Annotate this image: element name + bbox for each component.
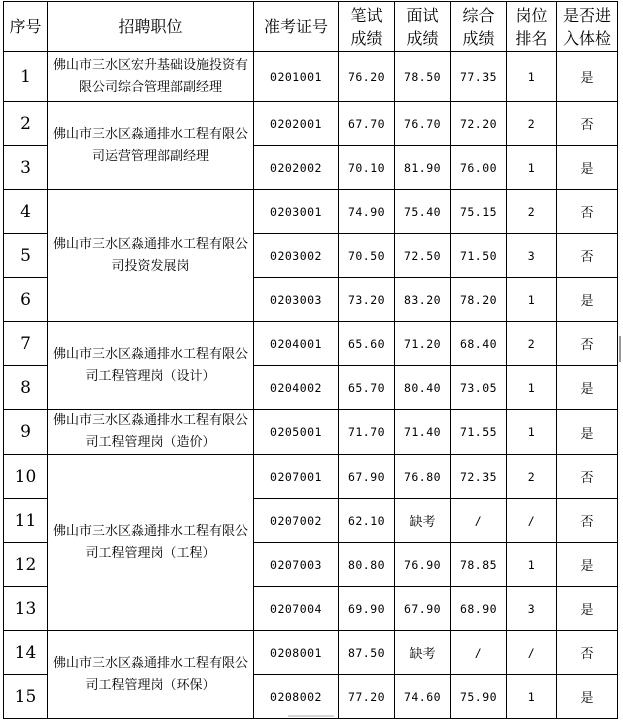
seq-cell: 3 xyxy=(4,146,48,190)
physical-exam-cell: 是 xyxy=(557,675,618,719)
exam-no-cell: 0208002 xyxy=(254,675,339,719)
seq-cell: 4 xyxy=(4,190,48,234)
rank-cell: 1 xyxy=(507,410,557,455)
header-seq: 序号 xyxy=(4,2,48,52)
interview-score-cell: 78.50 xyxy=(395,52,451,102)
seq-cell: 9 xyxy=(4,410,48,455)
physical-exam-cell: 是 xyxy=(557,146,618,190)
position-label: 佛山市三水区淼通排水工程有限公司工程管理岗（造价） xyxy=(52,413,248,450)
total-score-cell: 76.00 xyxy=(451,146,507,190)
physical-exam-cell: 否 xyxy=(557,190,618,234)
interview-score-cell: 80.40 xyxy=(395,366,451,410)
interview-score-cell: 67.90 xyxy=(395,587,451,631)
scroll-indicator xyxy=(288,715,334,717)
interview-score-cell: 71.40 xyxy=(395,410,451,455)
table-row xyxy=(4,52,618,102)
written-score-cell: 80.80 xyxy=(339,543,395,587)
seq-cell: 2 xyxy=(4,102,48,146)
position-cell xyxy=(48,102,254,190)
table-row xyxy=(4,631,618,675)
seq-cell: 7 xyxy=(4,322,48,366)
written-score-cell: 69.90 xyxy=(339,587,395,631)
total-score-cell: 71.55 xyxy=(451,410,507,455)
rank-cell: / xyxy=(507,499,557,543)
edge-indicator xyxy=(619,336,621,362)
seq-cell: 10 xyxy=(4,455,48,499)
physical-exam-cell: 是 xyxy=(557,52,618,102)
rank-cell: 1 xyxy=(507,543,557,587)
header-physical: 是否进 入体检 xyxy=(557,2,618,52)
physical-exam-cell: 否 xyxy=(557,631,618,675)
position-label: 佛山市三水区宏升基础设施投资有限公司综合管理部副经理 xyxy=(52,57,248,95)
seq-cell: 12 xyxy=(4,543,48,587)
interview-score-cell: 71.20 xyxy=(395,322,451,366)
table-row xyxy=(4,190,618,234)
header-exam-no: 准考证号 xyxy=(254,2,339,52)
physical-exam-cell: 否 xyxy=(557,499,618,543)
rank-cell: 1 xyxy=(507,278,557,322)
physical-exam-cell: 否 xyxy=(557,322,618,366)
written-score-cell: 73.20 xyxy=(339,278,395,322)
exam-no-cell: 0207004 xyxy=(254,587,339,631)
exam-no-cell: 0207003 xyxy=(254,543,339,587)
written-score-cell: 67.70 xyxy=(339,102,395,146)
exam-no-cell: 0204001 xyxy=(254,322,339,366)
rank-cell: / xyxy=(507,631,557,675)
rank-cell: 2 xyxy=(507,455,557,499)
total-score-cell: 72.20 xyxy=(451,102,507,146)
total-score-cell: / xyxy=(451,499,507,543)
physical-exam-cell: 是 xyxy=(557,587,618,631)
table-row xyxy=(4,102,618,146)
rank-cell: 1 xyxy=(507,675,557,719)
total-score-cell: 71.50 xyxy=(451,234,507,278)
seq-cell: 14 xyxy=(4,631,48,675)
exam-no-cell: 0202002 xyxy=(254,146,339,190)
total-score-cell: 75.90 xyxy=(451,675,507,719)
seq-cell: 11 xyxy=(4,499,48,543)
rank-cell: 1 xyxy=(507,146,557,190)
physical-exam-cell: 是 xyxy=(557,543,618,587)
exam-no-cell: 0201001 xyxy=(254,52,339,102)
interview-score-cell: 76.80 xyxy=(395,455,451,499)
physical-exam-cell: 是 xyxy=(557,410,618,455)
written-score-cell: 65.60 xyxy=(339,322,395,366)
total-score-cell: 73.05 xyxy=(451,366,507,410)
written-score-cell: 87.50 xyxy=(339,631,395,675)
seq-cell: 15 xyxy=(4,675,48,719)
header-position: 招聘职位 xyxy=(48,2,254,52)
interview-score-cell: 76.90 xyxy=(395,543,451,587)
position-label: 佛山市三水区淼通排水工程有限公司工程管理岗（环保） xyxy=(52,655,248,693)
physical-exam-cell: 否 xyxy=(557,455,618,499)
written-score-cell: 62.10 xyxy=(339,499,395,543)
physical-exam-cell: 是 xyxy=(557,278,618,322)
exam-no-cell: 0204002 xyxy=(254,366,339,410)
position-cell xyxy=(48,190,254,322)
table-row xyxy=(4,410,618,455)
total-score-cell: 68.40 xyxy=(451,322,507,366)
total-score-cell: 78.85 xyxy=(451,543,507,587)
written-score-cell: 67.90 xyxy=(339,455,395,499)
total-score-cell: 68.90 xyxy=(451,587,507,631)
header-written: 笔试 成绩 xyxy=(339,2,395,52)
interview-score-cell: 74.60 xyxy=(395,675,451,719)
exam-no-cell: 0203003 xyxy=(254,278,339,322)
written-score-cell: 76.20 xyxy=(339,52,395,102)
header-interview: 面试 成绩 xyxy=(395,2,451,52)
exam-no-cell: 0205001 xyxy=(254,410,339,455)
seq-cell: 5 xyxy=(4,234,48,278)
position-cell xyxy=(48,455,254,631)
exam-no-cell: 0207002 xyxy=(254,499,339,543)
rank-cell: 1 xyxy=(507,52,557,102)
position-label: 佛山市三水区淼通排水工程有限公司运营管理部副经理 xyxy=(52,126,248,164)
total-score-cell: 72.35 xyxy=(451,455,507,499)
seq-cell: 13 xyxy=(4,587,48,631)
physical-exam-cell: 是 xyxy=(557,366,618,410)
interview-score-cell: 缺考 xyxy=(395,499,451,543)
interview-score-cell: 83.20 xyxy=(395,278,451,322)
physical-exam-cell: 否 xyxy=(557,234,618,278)
total-score-cell: / xyxy=(451,631,507,675)
written-score-cell: 65.70 xyxy=(339,366,395,410)
seq-cell: 6 xyxy=(4,278,48,322)
position-cell xyxy=(48,52,254,102)
rank-cell: 3 xyxy=(507,234,557,278)
written-score-cell: 71.70 xyxy=(339,410,395,455)
table-row xyxy=(4,455,618,499)
rank-cell: 2 xyxy=(507,322,557,366)
total-score-cell: 78.20 xyxy=(451,278,507,322)
written-score-cell: 70.10 xyxy=(339,146,395,190)
rank-cell: 2 xyxy=(507,102,557,146)
header-row xyxy=(4,2,618,52)
rank-cell: 1 xyxy=(507,366,557,410)
interview-score-cell: 72.50 xyxy=(395,234,451,278)
position-label: 佛山市三水区淼通排水工程有限公司工程管理岗（设计） xyxy=(52,346,248,384)
results-table xyxy=(3,1,618,719)
written-score-cell: 74.90 xyxy=(339,190,395,234)
exam-no-cell: 0202001 xyxy=(254,102,339,146)
position-cell xyxy=(48,322,254,410)
exam-no-cell: 0208001 xyxy=(254,631,339,675)
position-cell xyxy=(48,410,254,455)
total-score-cell: 77.35 xyxy=(451,52,507,102)
table-body xyxy=(4,52,618,719)
seq-cell: 8 xyxy=(4,366,48,410)
rank-cell: 2 xyxy=(507,190,557,234)
rank-cell: 3 xyxy=(507,587,557,631)
seq-cell: 1 xyxy=(4,52,48,102)
interview-score-cell: 75.40 xyxy=(395,190,451,234)
exam-no-cell: 0203001 xyxy=(254,190,339,234)
interview-score-cell: 缺考 xyxy=(395,631,451,675)
written-score-cell: 77.20 xyxy=(339,675,395,719)
position-label: 佛山市三水区淼通排水工程有限公司工程管理岗（工程） xyxy=(52,523,248,561)
table-row xyxy=(4,322,618,366)
total-score-cell: 75.15 xyxy=(451,190,507,234)
position-cell xyxy=(48,631,254,719)
exam-no-cell: 0203002 xyxy=(254,234,339,278)
interview-score-cell: 81.90 xyxy=(395,146,451,190)
exam-no-cell: 0207001 xyxy=(254,455,339,499)
header-total: 综合 成绩 xyxy=(451,2,507,52)
written-score-cell: 70.50 xyxy=(339,234,395,278)
physical-exam-cell: 否 xyxy=(557,102,618,146)
interview-score-cell: 76.70 xyxy=(395,102,451,146)
position-label: 佛山市三水区淼通排水工程有限公司投资发展岗 xyxy=(52,236,248,274)
header-rank: 岗位 排名 xyxy=(507,2,557,52)
